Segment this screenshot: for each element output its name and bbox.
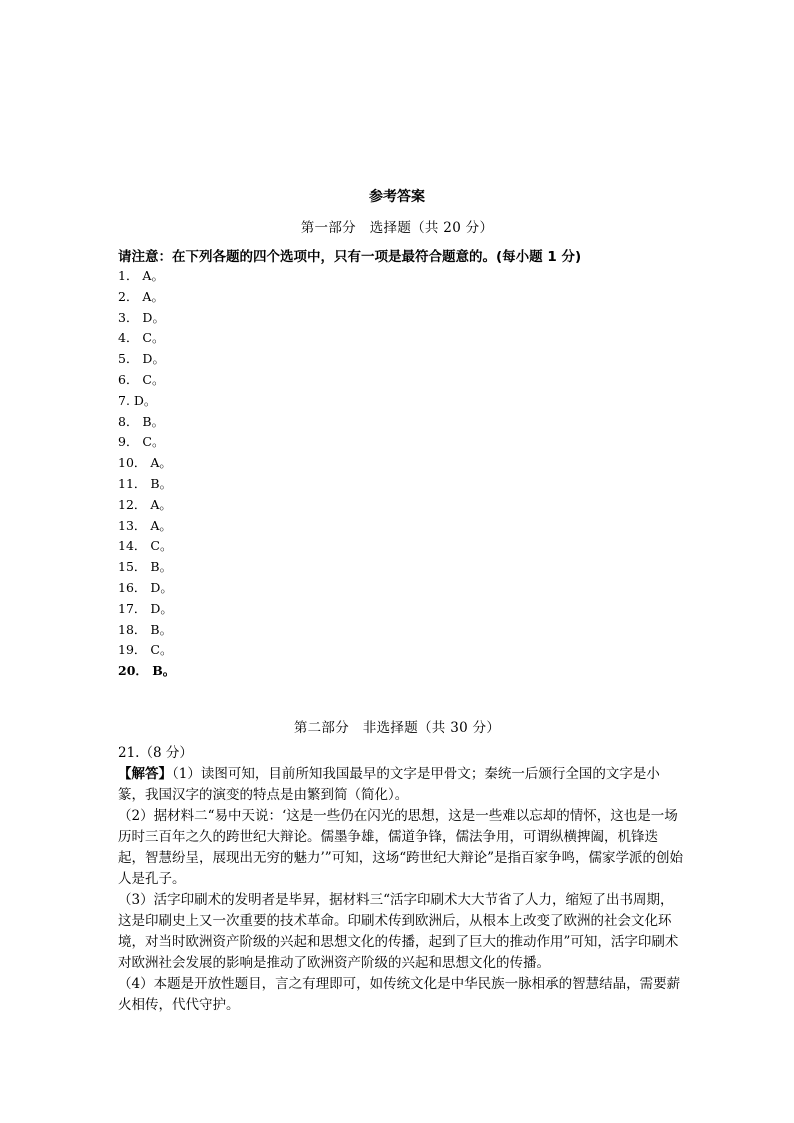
question-21-part1 xyxy=(118,764,684,806)
answer-item: 1． A。 xyxy=(118,268,164,283)
answer-item: 3． D。 xyxy=(118,309,165,325)
answer-item: 7. D。 xyxy=(118,392,157,408)
answer-item: 5． D。 xyxy=(118,351,165,367)
answer-item: 14． C。 xyxy=(118,538,173,554)
answer-item: 9． C。 xyxy=(118,434,165,450)
answer-item: 13． A。 xyxy=(118,517,172,533)
answer-item: 20． B。 xyxy=(118,663,176,679)
part1-notice: 请注意：在下列各题的四个选项中，只有一项是最符合题意的。(每小题 1 分) xyxy=(118,249,582,265)
question-21-header: 21.（8 分） xyxy=(118,745,193,761)
question-21-part3: （3）活字印刷术的发明者是毕昇，据材料三“活字印刷术大大节省了人力，缩短了出书周期，这是印刷史上又一次重要的技术革命。印刷术传到欧洲后，从根本上改变了欧洲的社会文化环境，对当时欧洲资产阶级的兴起和思想文化的传播，起到了巨大的推动作用”可知，活字印刷术对欧洲社会发展的影响是推动了欧洲资产阶级的兴起和思想文化的传播。 xyxy=(118,892,679,971)
question-21-part4: （4）本题是开放性题目，言之有理即可，如传统文化是中华民族一脉相承的智慧结晶，需要薪火相传，代代守护。 xyxy=(118,976,681,1013)
answer-item: 6． C。 xyxy=(118,371,165,387)
answer-item: 11． B。 xyxy=(118,475,173,491)
answer-item: 2． A。 xyxy=(118,288,164,304)
answer-label: 【解答】 xyxy=(118,766,172,782)
question-21-part2: （2）据材料二“易中天说：‘这是一些仍在闪光的思想，这是一些难以忘却的情怀，这也是一场历时三百年之久的跨世纪大辩论。儒墨争雄，儒道争锋，儒法争用，可谓纵横捭阖，机锋迭起，智慧纷呈，展现出无穷的魅力’”可知，这场“跨世纪大辩论”是指百家争鸣，儒家学派的创始人是孔子。 xyxy=(118,808,683,887)
answer-item: 8． B。 xyxy=(118,413,165,429)
page-title: 参考答案 xyxy=(369,189,425,205)
answer-item: 10． A。 xyxy=(118,455,172,471)
part1-heading: 第一部分 选择题（共 20 分） xyxy=(300,220,494,236)
question-21-block xyxy=(118,743,684,1016)
answer-item: 19． C。 xyxy=(118,642,173,658)
answer-item: 17． D。 xyxy=(118,600,173,616)
answer-list xyxy=(118,266,318,682)
part2-heading: 第二部分 非选择题（共 30 分） xyxy=(293,720,501,736)
answer-item: 4． C。 xyxy=(118,330,165,346)
answer-item: 16． D。 xyxy=(118,579,173,595)
answer-text-1: （1）读图可知，目前所知我国最早的文字是甲骨文；秦统一后颁行全国的文字是小篆，我国汉字的演变的特点是由繁到简（简化）。 xyxy=(118,766,660,803)
answer-item: 18． B。 xyxy=(118,621,173,637)
answer-item: 12． A。 xyxy=(118,496,172,512)
answer-item: 15． B。 xyxy=(118,559,173,575)
